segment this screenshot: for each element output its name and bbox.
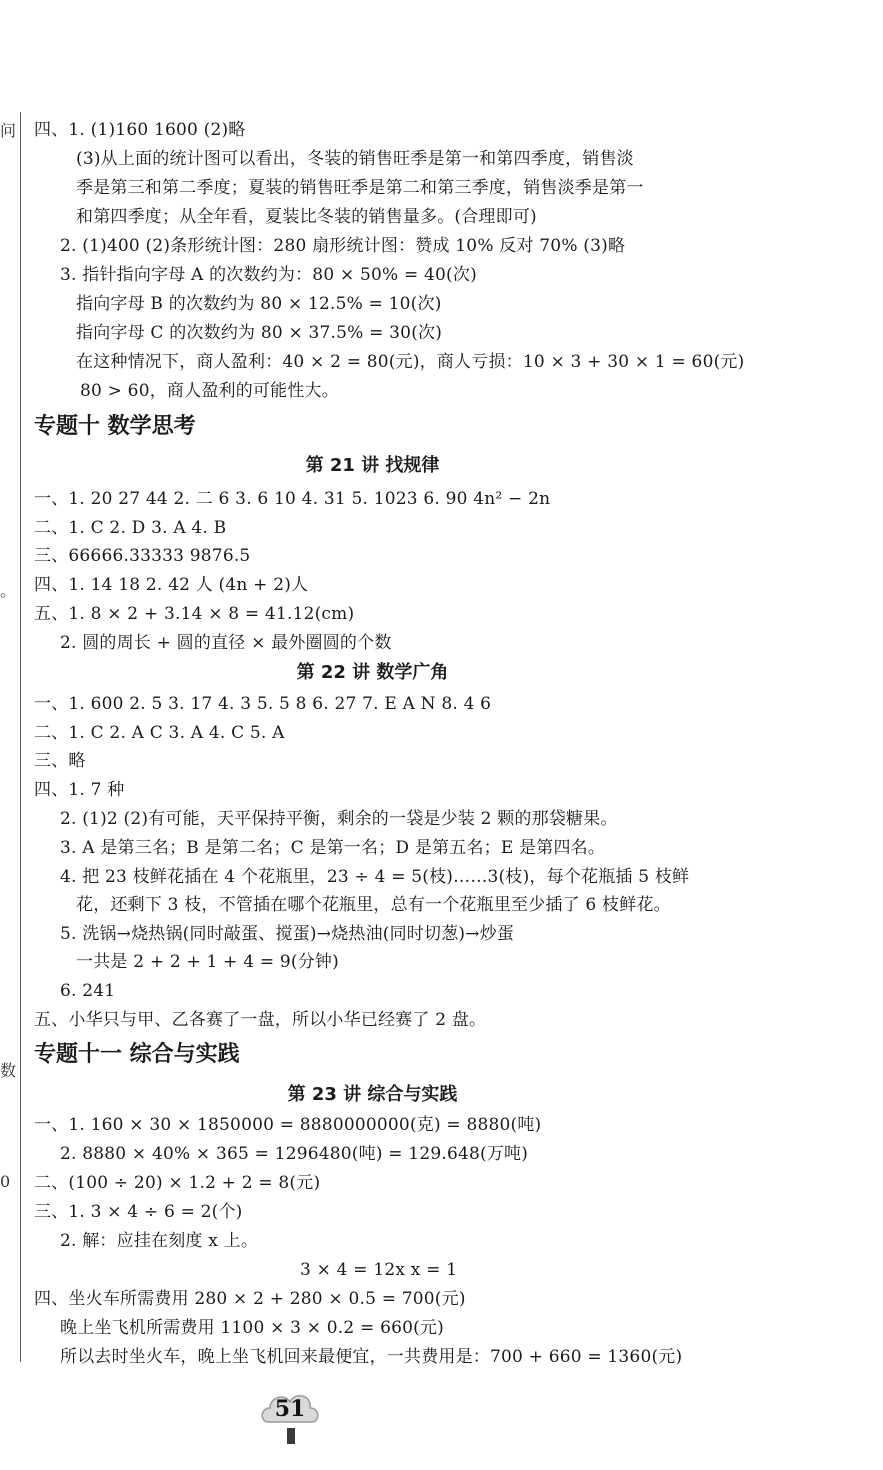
answer-line: 五、小华只与甲、乙各赛了一盘，所以小华已经赛了 2 盘。 (34, 1010, 487, 1030)
answer-line: 四、1. 14 18 2. 42 人 (4n + 2)人 (34, 575, 309, 595)
answer-line: 五、1. 8 × 2 + 3.14 × 8 = 41.12(cm) (34, 604, 355, 624)
answer-line: 一、1. 600 2. 5 3. 17 4. 3 5. 5 8 6. 27 7. E A N 8. 4 6 (34, 694, 492, 714)
lecture-title: 第 22 讲 数学广角 (296, 662, 449, 683)
answer-line: 3. 指针指向字母 A 的次数约为：80 × 50% = 40(次) (60, 265, 477, 285)
page-number: 51 (274, 1396, 306, 1422)
answer-line: 二、1. C 2. D 3. A 4. B (34, 518, 227, 538)
answer-line: (3)从上面的统计图可以看出，冬装的销售旺季是第一和第四季度，销售淡 (76, 149, 634, 169)
answer-line: 2. 8880 × 40% × 365 = 1296480(吨) = 129.648(万吨) (60, 1144, 529, 1164)
answer-line: 三、1. 3 × 4 ÷ 6 = 2(个) (34, 1202, 243, 1222)
section-title: 专题十一 综合与实践 (34, 1042, 240, 1067)
answer-line: 3 × 4 = 12x x = 1 (300, 1260, 458, 1280)
page-number-badge (258, 1388, 322, 1448)
edge-fragment: 0 (0, 1172, 11, 1191)
answer-line: 四、坐火车所需费用 280 × 2 + 280 × 0.5 = 700(元) (34, 1289, 466, 1309)
edge-fragment: 数 (0, 1061, 17, 1080)
answer-line: 二、1. C 2. A C 3. A 4. C 5. A (34, 723, 285, 743)
edge-fragment: 问 (0, 121, 17, 140)
left-margin-rule (20, 112, 21, 1362)
answer-line: 一、1. 160 × 30 × 1850000 = 8880000000(克) = 8880(吨) (34, 1115, 542, 1135)
answer-line: 指向字母 C 的次数约为 80 × 37.5% = 30(次) (76, 323, 443, 343)
answer-line: 指向字母 B 的次数约为 80 × 12.5% = 10(次) (76, 294, 442, 314)
answer-line: 80 > 60，商人盈利的可能性大。 (80, 381, 339, 401)
answer-line: 所以去时坐火车，晚上坐飞机回来最便宜，一共费用是：700 + 660 = 1360(元) (60, 1347, 683, 1367)
answer-line: 花，还剩下 3 枝，不管插在哪个花瓶里，总有一个花瓶里至少插了 6 枝鲜花。 (76, 895, 671, 915)
lecture-title: 第 21 讲 找规律 (305, 455, 440, 476)
answer-line: 6. 241 (60, 981, 116, 1001)
answer-line: 2. (1)2 (2)有可能，天平保持平衡，剩余的一袋是少装 2 颗的那袋糖果。 (60, 809, 618, 829)
answer-line: 三、略 (34, 751, 86, 771)
edge-fragment: 。 (0, 581, 17, 600)
answer-line: 3. A 是第三名；B 是第二名；C 是第一名；D 是第五名；E 是第四名。 (60, 838, 606, 858)
answer-line: 2. 圆的周长 + 圆的直径 × 最外圈圆的个数 (60, 633, 392, 653)
answer-line: 季是第三和第二季度；夏装的销售旺季是第二和第三季度，销售淡季是第一 (76, 178, 644, 198)
answer-line: 一、1. 20 27 44 2. 二 6 3. 6 10 4. 31 5. 1023 6. 90 4n² − 2n (34, 489, 551, 509)
section-title: 专题十 数学思考 (34, 414, 196, 439)
lecture-title: 第 23 讲 综合与实践 (287, 1084, 458, 1105)
answer-line: 2. 解：应挂在刻度 x 上。 (60, 1231, 259, 1251)
answer-line: 4. 把 23 枝鲜花插在 4 个花瓶里，23 ÷ 4 = 5(枝)……3(枝)，每个花瓶插 5 枝鲜 (60, 867, 690, 887)
answer-line: 在这种情况下，商人盈利：40 × 2 = 80(元)，商人亏损：10 × 3 + 30 × 1 = 60(元) (76, 352, 745, 372)
answer-line: 和第四季度；从全年看，夏装比冬装的销售量多。(合理即可) (76, 207, 537, 227)
answer-line: 二、(100 ÷ 20) × 1.2 + 2 = 8(元) (34, 1173, 321, 1193)
answer-line: 2. (1)400 (2)条形统计图：280 扇形统计图：赞成 10% 反对 70% (3)略 (60, 236, 626, 256)
answer-line: 晚上坐飞机所需费用 1100 × 3 × 0.2 = 660(元) (60, 1318, 444, 1338)
answer-line: 一共是 2 + 2 + 1 + 4 = 9(分钟) (76, 952, 339, 972)
tree-trunk (287, 1428, 295, 1444)
answer-line: 四、1. (1)160 1600 (2)略 (34, 120, 246, 140)
answer-line: 四、1. 7 种 (34, 780, 125, 800)
answer-line: 5. 洗锅→烧热锅(同时敲蛋、搅蛋)→烧热油(同时切葱)→炒蛋 (60, 924, 515, 944)
answer-line: 三、66666.33333 9876.5 (34, 546, 251, 566)
